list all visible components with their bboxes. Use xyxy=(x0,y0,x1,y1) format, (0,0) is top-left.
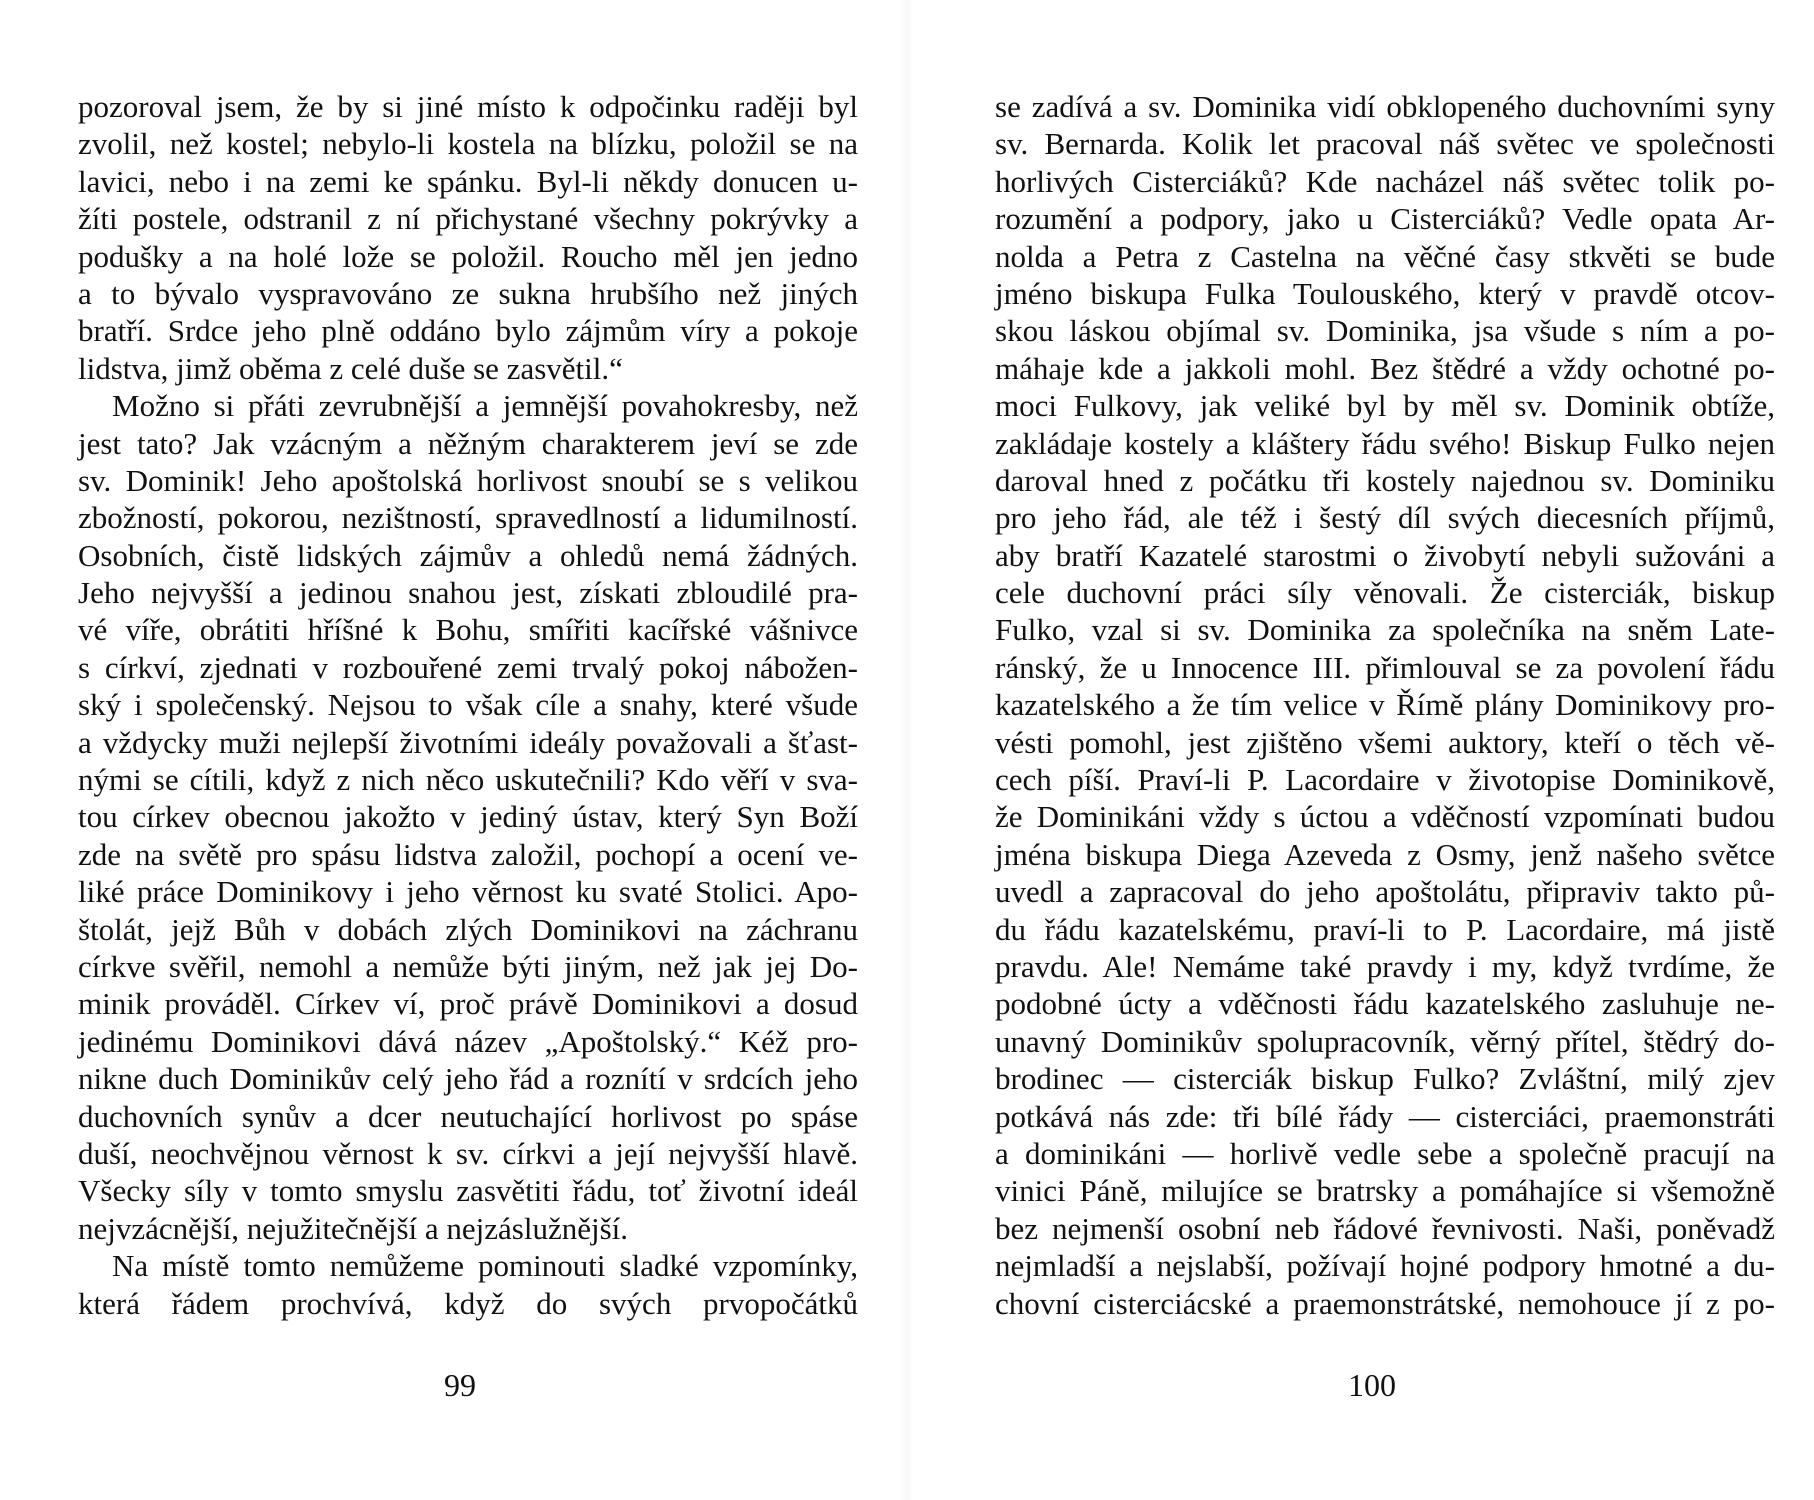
text-line: štolát, jejž Bůh v dobách zlých Dominikovi na záchranu xyxy=(78,911,858,947)
text-line: jméno biskupa Fulka Toulouského, který v pravdě otcov- xyxy=(995,275,1775,311)
text-line: horlivých Cisterciáků? Kde nacházel náš světec tolik po- xyxy=(995,163,1775,199)
text-line: lavici, nebo i na zemi ke spánku. Byl-li někdy donucen u- xyxy=(78,163,858,199)
text-line: cele duchovní práci síly věnovali. Že cisterciák, biskup xyxy=(995,575,1775,611)
text-line: pro jeho řád, ale též i šestý díl svých diecesních příjmů, xyxy=(995,500,1775,536)
text-line: pozoroval jsem, že by si jiné místo k odpočinku raději byl xyxy=(78,89,858,124)
text-line: sv. Bernarda. Kolik let pracoval náš světec ve společnosti xyxy=(995,126,1775,162)
text-line: se zadívá a sv. Dominika vidí obklopeného duchovními syny xyxy=(995,89,1775,124)
text-line: aby bratří Kazatelé starostmi o živobytí nebyli sužováni a xyxy=(995,537,1775,573)
text-line: Jeho nejvyšší a jedinou snahou jest, získati zbloudilé pra- xyxy=(78,575,858,611)
text-line: daroval hned z počátku tři kostely najednou sv. Dominiku xyxy=(995,462,1775,498)
text-line: církve svěřil, nemohl a nemůže býti jiným, než jak jej Do- xyxy=(78,948,858,984)
text-line: Možno si přáti zevrubnější a jemnější povahokresby, než xyxy=(112,388,858,424)
text-line: že Dominikáni vždy s úctou a vděčností vzpomínati budou xyxy=(995,799,1775,835)
text-line: uvedl a zapracoval do jeho apoštolátu, připraviv takto pů- xyxy=(995,874,1775,910)
right-page xyxy=(995,88,1775,1322)
text-line: podušky a na holé lože se položil. Roucho měl jen jedno xyxy=(78,238,858,274)
text-line: lidstva, jimž oběma z celé duše se zasvětil.“ xyxy=(78,350,623,386)
text-line: nými se cítili, když z nich něco uskutečnili? Kdo věří v sva- xyxy=(78,762,858,798)
page-number-left: 99 xyxy=(444,1367,476,1403)
text-line: potkává nás zde: tři bílé řády — cisterciáci, praemonstráti xyxy=(995,1098,1775,1134)
text-line: jedinému Dominikovi dává název „Apoštolský.“ Kéž pro- xyxy=(78,1023,858,1059)
right-page-text xyxy=(995,88,1775,1322)
text-line: nejvzácnější, nejužitečnější a nejzáslužnější. xyxy=(78,1210,629,1246)
left-page-text xyxy=(78,88,858,1322)
text-line: zvolil, než kostel; nebylo-li kostela na blízku, položil se na xyxy=(78,126,858,162)
text-line: bratří. Srdce jeho plně oddáno bylo zájmům víry a pokoje xyxy=(78,313,858,349)
text-line: ránský, že u Innocence III. přimlouval se za povolení řádu xyxy=(995,649,1775,685)
text-line: podobné úcty a vděčnosti řádu kazatelského zasluhuje ne- xyxy=(995,986,1775,1022)
text-line: zbožností, pokorou, nezištností, spravedlností a lidumilností. xyxy=(78,500,858,536)
text-line: jest tato? Jak vzácným a něžným charakterem jeví se zde xyxy=(78,425,858,461)
text-line: a vždycky muži nejlepší životními ideály považovali a šťast- xyxy=(78,724,858,760)
text-line: rozumění a podpory, jako u Cisterciáků? Vedle opata Ar- xyxy=(995,201,1775,237)
text-line: zde na světě pro spásu lidstva založil, pochopí a ocení ve- xyxy=(78,836,858,872)
text-line: zakládaje kostely a kláštery řádu svého! Biskup Fulko nejen xyxy=(995,425,1775,461)
text-line: Fulko, vzal si sv. Dominika za společníka na sněm Late- xyxy=(995,612,1775,648)
text-line: moci Fulkovy, jak veliké byl by měl sv. Dominik obtíže, xyxy=(995,388,1775,424)
text-line: máhaje kde a jakkoli mohl. Bez štědré a vždy ochotné po- xyxy=(995,350,1775,386)
text-line: nikne duch Dominikův celý jeho řád a roznítí v srdcích jeho xyxy=(78,1061,858,1097)
text-line: žíti postele, odstranil z ní přichystané všechny pokrývky a xyxy=(78,201,858,237)
text-line: du řádu kazatelskému, praví-li to P. Lacordaire, má jistě xyxy=(995,911,1775,947)
text-line: a to bývalo vyspravováno ze sukna hrubšího než jiných xyxy=(78,275,858,311)
text-line: duchovních synův a dcer neutuchající horlivost po spáse xyxy=(78,1098,858,1134)
text-line: tou církev obecnou jakožto v jediný ústav, který Syn Boží xyxy=(78,799,858,835)
text-line: chovní cisterciácské a praemonstrátské, nemohouce jí z po- xyxy=(995,1285,1775,1321)
text-line: Na místě tomto nemůžeme pominouti sladké vzpomínky, xyxy=(112,1248,858,1284)
text-line: sv. Dominik! Jeho apoštolská horlivost snoubí se s velikou xyxy=(78,462,858,498)
text-line: liké práce Dominikovy i jeho věrnost ku svaté Stolici. Apo- xyxy=(78,874,858,910)
text-line: duší, neochvějnou věrnost k sv. církvi a její nejvyšší hlavě. xyxy=(78,1135,858,1171)
text-line: vésti pomohl, jest zjištěno všemi auktory, kteří o těch vě- xyxy=(995,724,1775,760)
text-line: nejmladší a nejslabší, požívají hojné podpory hmotné a du- xyxy=(995,1248,1775,1284)
text-line: cech píší. Praví-li P. Lacordaire v životopise Dominikově, xyxy=(995,762,1775,798)
page-number-right: 100 xyxy=(1348,1367,1396,1403)
text-line: unavný Dominikův spolupracovník, věrný přítel, štědrý do- xyxy=(995,1023,1775,1059)
text-line: brodinec — cisterciák biskup Fulko? Zvláštní, milý zjev xyxy=(995,1061,1775,1097)
text-line: kazatelského a že tím velice v Římě plány Dominikovy pro- xyxy=(995,687,1775,723)
text-line: nolda a Petra z Castelna na věčné časy stkvěti se bude xyxy=(995,238,1775,274)
text-line: Osobních, čistě lidských zájmův a ohledů nemá žádných. xyxy=(78,537,858,573)
text-line: bez nejmenší osobní neb řádové řevnivosti. Naši, poněvadž xyxy=(995,1210,1775,1246)
gutter-shadow xyxy=(900,0,914,1500)
text-line: pravdu. Ale! Nemáme také pravdy i my, když tvrdíme, že xyxy=(995,948,1775,984)
text-line: která řádem prochvívá, když do svých prvopočátků xyxy=(78,1285,858,1321)
text-line: skou láskou objímal sv. Dominika, jsa všude s ním a po- xyxy=(995,313,1775,349)
text-line: a dominikáni — horlivě vedle sebe a společně pracují na xyxy=(995,1135,1775,1171)
text-line: Všecky síly v tomto smyslu zasvětiti řádu, toť životní ideál xyxy=(78,1173,858,1209)
text-line: minik prováděl. Církev ví, proč právě Dominikovi a dosud xyxy=(78,986,858,1022)
text-line: ský i společenský. Nejsou to však cíle a snahy, které všude xyxy=(78,687,858,723)
text-line: vé víře, obrátiti hříšné k Bohu, smířiti kacířské vášnivce xyxy=(78,612,858,648)
left-page xyxy=(78,88,858,1322)
text-line: vinici Páně, milujíce se bratrsky a pomáhajíce si všemožně xyxy=(995,1173,1775,1209)
text-line: jména biskupa Diega Azeveda z Osmy, jenž našeho světce xyxy=(995,836,1775,872)
text-line: s církví, zjednati v rozbouřené zemi trvalý pokoj nábožen- xyxy=(78,649,858,685)
